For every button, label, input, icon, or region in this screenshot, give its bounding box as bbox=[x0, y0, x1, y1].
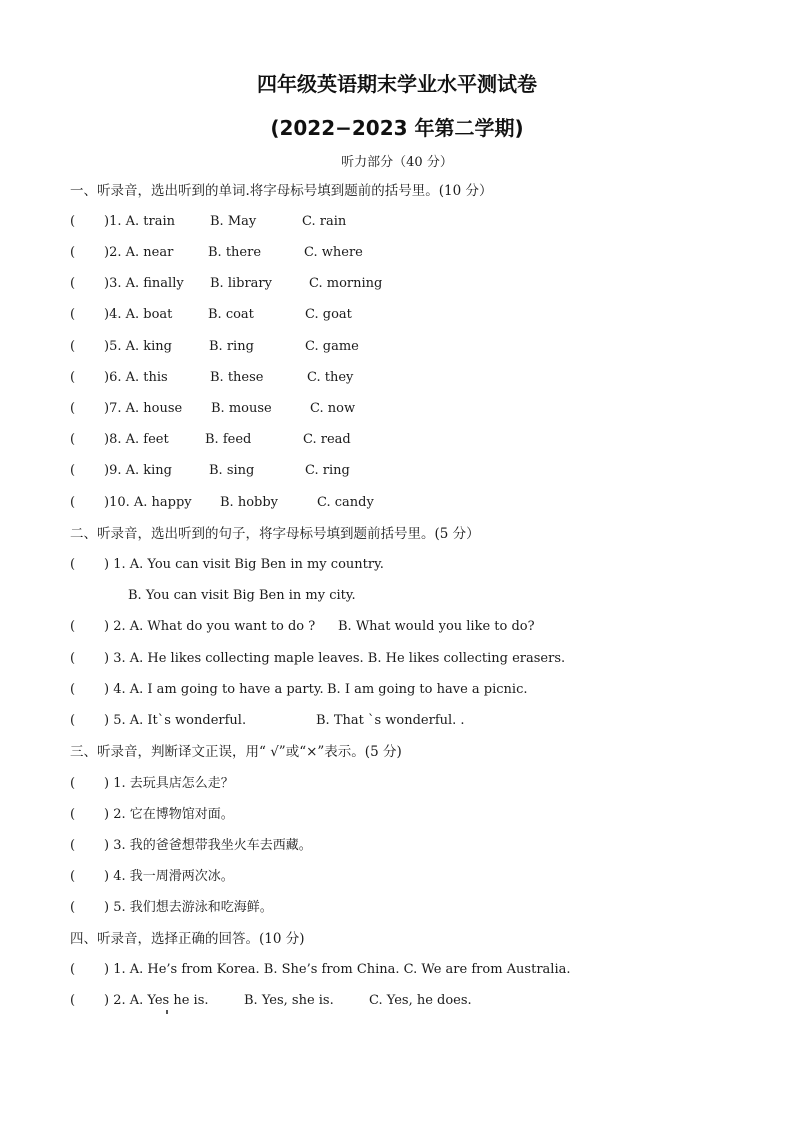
listening-section-note: 听力部分（40 分） bbox=[341, 155, 453, 170]
exam-subtitle: (2022−2023 年第二学期) bbox=[270, 116, 524, 140]
option-b: B. coat bbox=[208, 307, 254, 322]
option-a: )1. A. train bbox=[104, 214, 175, 229]
question-text: ) 5. 我们想去游泳和吃海鲜。 bbox=[104, 900, 273, 915]
option-a: )9. A. king bbox=[104, 463, 172, 478]
option-a: ) 2. A. What do you want to do ? bbox=[104, 619, 316, 634]
answer-paren: ( bbox=[70, 432, 76, 447]
option-a: )8. A. feet bbox=[104, 432, 169, 447]
option-a: ) 2. A. Yes he is. bbox=[104, 993, 209, 1008]
option-c: C. game bbox=[305, 339, 359, 354]
exam-title: 四年级英语期末学业水平测试卷 bbox=[257, 72, 537, 96]
option-a: ) 4. A. I am going to have a party. bbox=[104, 682, 324, 697]
answer-paren: ( bbox=[70, 307, 76, 322]
option-a: ) 1. A. He’s from Korea. B. She’s from China. C. We are from Australia. bbox=[104, 962, 571, 977]
question-text: ) 4. 我一周滑两次冰。 bbox=[104, 869, 234, 884]
answer-paren: ( bbox=[70, 682, 76, 697]
part2-heading: 二、听录音，选出听到的句子，将字母标号填到题前括号里。(5 分） bbox=[70, 526, 480, 542]
answer-paren: ( bbox=[70, 495, 76, 510]
answer-paren: ( bbox=[70, 869, 76, 884]
part4-heading: 四、听录音，选择正确的回答。(10 分) bbox=[70, 931, 305, 947]
option-b: B. sing bbox=[209, 463, 255, 478]
option-a: )4. A. boat bbox=[104, 307, 173, 322]
option-a: )2. A. near bbox=[104, 245, 174, 260]
option-c: C. ring bbox=[305, 463, 350, 478]
option-b: B. I am going to have a picnic. bbox=[327, 682, 528, 697]
option-a: )10. A. happy bbox=[104, 495, 192, 510]
answer-paren: ( bbox=[70, 214, 76, 229]
option-b: B. hobby bbox=[220, 495, 279, 510]
option-c: C. Yes, he does. bbox=[369, 993, 472, 1008]
option-a: )3. A. finally bbox=[104, 276, 184, 291]
answer-paren: ( bbox=[70, 900, 76, 915]
option-c: C. they bbox=[307, 370, 354, 385]
option-b: B. What would you like to do? bbox=[338, 619, 535, 634]
option-a: )6. A. this bbox=[104, 370, 168, 385]
option-b: B. You can visit Big Ben in my city. bbox=[128, 588, 356, 603]
question-text: ) 2. 它在博物馆对面。 bbox=[104, 807, 234, 822]
answer-paren: ( bbox=[70, 776, 76, 791]
option-b: B. ring bbox=[209, 339, 254, 354]
option-b: B. May bbox=[210, 214, 257, 229]
option-a: ) 1. A. You can visit Big Ben in my country. bbox=[104, 557, 384, 572]
option-b: B. Yes, she is. bbox=[244, 993, 334, 1008]
option-a: ) 5. A. It`s wonderful. bbox=[104, 713, 247, 728]
option-c: C. candy bbox=[317, 495, 374, 510]
question-text: ) 1. 去玩具店怎么走？ bbox=[104, 776, 234, 791]
option-b: B. mouse bbox=[211, 401, 272, 416]
option-a: )5. A. king bbox=[104, 339, 172, 354]
option-b: B. library bbox=[210, 276, 272, 291]
answer-paren: ( bbox=[70, 962, 76, 977]
answer-paren: ( bbox=[70, 339, 76, 354]
option-b: B. feed bbox=[205, 432, 252, 447]
answer-paren: ( bbox=[70, 651, 76, 666]
answer-paren: ( bbox=[70, 557, 76, 572]
answer-paren: ( bbox=[70, 276, 76, 291]
option-b: B. these bbox=[210, 370, 264, 385]
question-text: ) 3. 我的爸爸想带我坐火车去西藏。 bbox=[104, 838, 312, 853]
option-b: B. That `s wonderful. . bbox=[316, 713, 465, 728]
option-c: C. now bbox=[310, 401, 356, 416]
answer-paren: ( bbox=[70, 838, 76, 853]
part1-heading: 一、听录音，选出听到的单词.将字母标号填到题前的括号里。(10 分） bbox=[70, 183, 493, 199]
option-c: C. read bbox=[303, 432, 351, 447]
answer-paren: ( bbox=[70, 993, 76, 1008]
answer-paren: ( bbox=[70, 370, 76, 385]
option-c: C. morning bbox=[309, 276, 383, 291]
answer-paren: ( bbox=[70, 807, 76, 822]
option-a: ) 3. A. He likes collecting maple leaves. B. He likes collecting erasers. bbox=[104, 651, 566, 666]
answer-paren: ( bbox=[70, 245, 76, 260]
option-a: )7. A. house bbox=[104, 401, 183, 416]
option-c: C. where bbox=[304, 245, 363, 260]
part3-heading: 三、听录音，判断译文正误，用“ √”或“×”表示。(5 分) bbox=[70, 744, 402, 760]
option-c: C. rain bbox=[302, 214, 347, 229]
answer-paren: ( bbox=[70, 463, 76, 478]
option-c: C. goat bbox=[305, 307, 352, 322]
option-b: B. there bbox=[208, 245, 262, 260]
stray-mark bbox=[166, 1010, 168, 1014]
answer-paren: ( bbox=[70, 619, 76, 634]
answer-paren: ( bbox=[70, 401, 76, 416]
answer-paren: ( bbox=[70, 713, 76, 728]
